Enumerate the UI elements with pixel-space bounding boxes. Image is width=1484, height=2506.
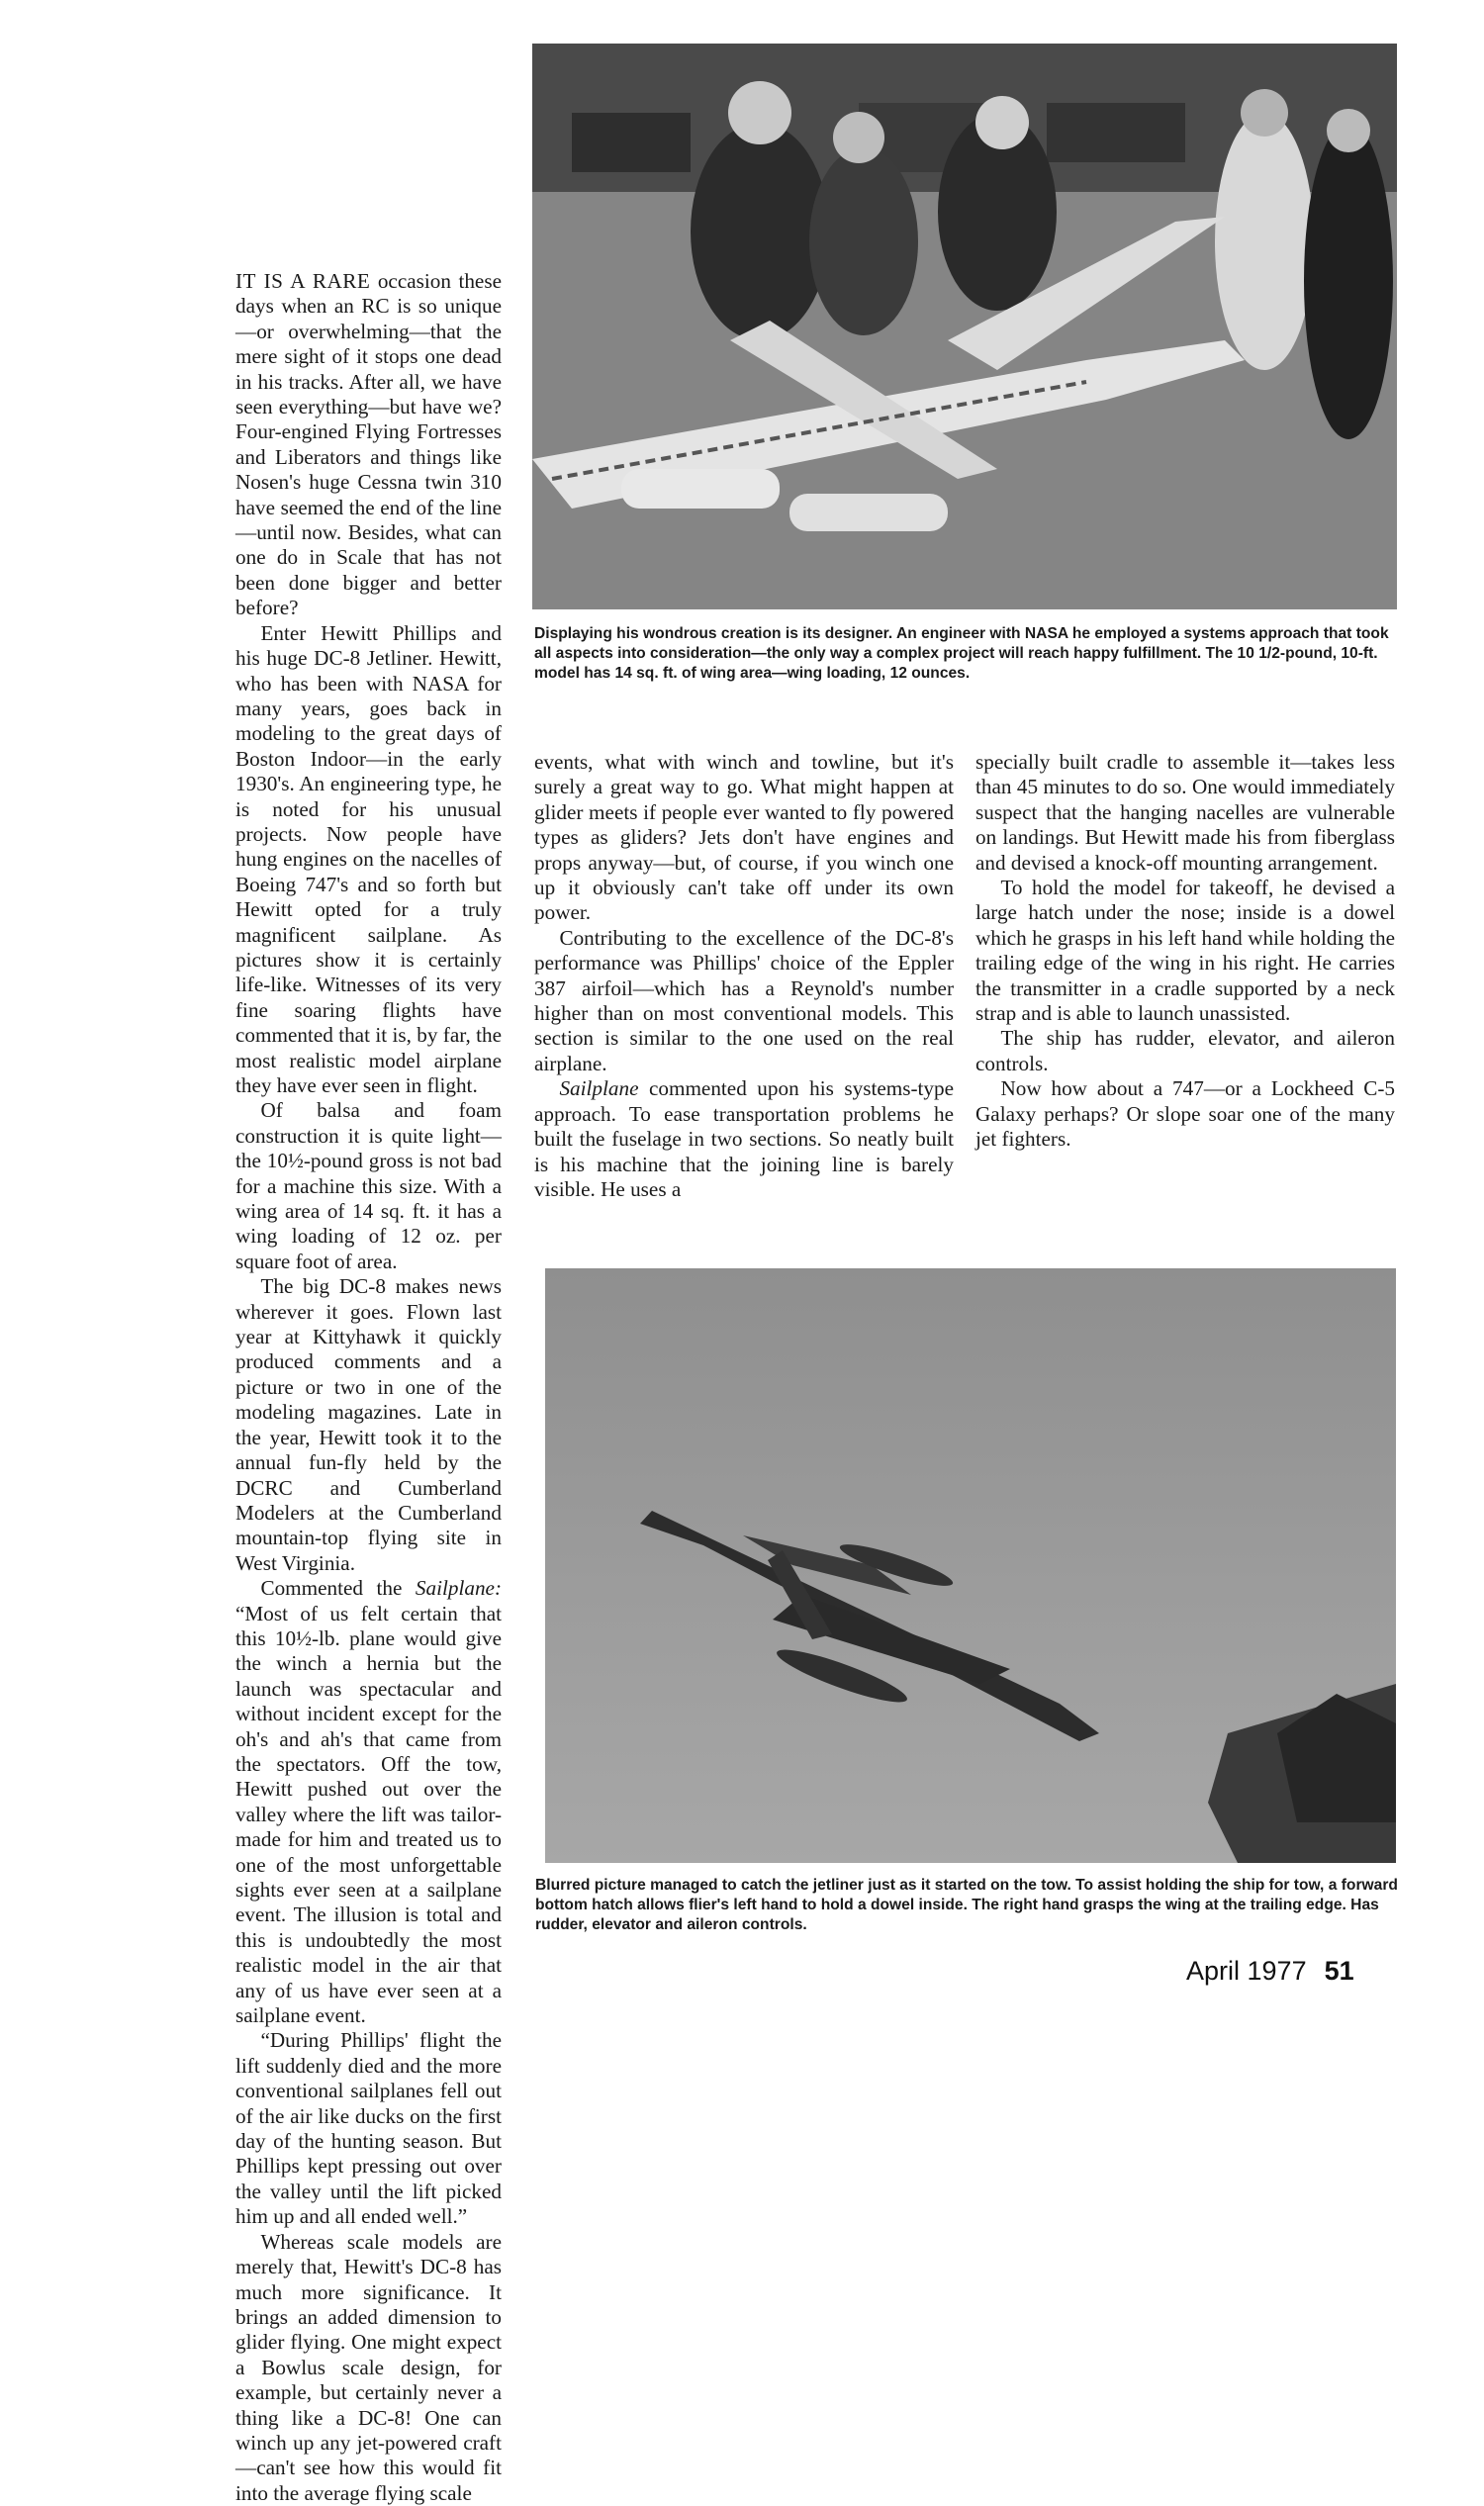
page-footer: [1186, 1956, 1354, 1987]
photo-caption: Blurred picture managed to catch the jetliner just as it started on the tow. To assist holding the ship for tow, a forward bottom hatch allows flier's left hand to hold a dowel inside. The right hand grasps the wing at the trailing edge. Has rudder, elevator and aileron controls.: [535, 1877, 1398, 1933]
article-paragraph: Whereas scale models are merely that, Hewitt's DC-8 has much more significance. It brings an added dimension to glider flying. One might expect a Bowlus scale design, for example, but certainly never a thing like a DC-8! One can winch up any jet-powered craft—can't see how this would fit into the average flying scale: [235, 2229, 502, 2505]
article-paragraph: The big DC-8 makes news wherever it goes. Flown last year at Kittyhawk it quickly produced comments and a picture or two in one of the modeling magazines. Late in the year, Hewitt took it to the annual fun-fly held by the DCRC and Cumberland Modelers at the Cumberland mountain-top flying site in West Virginia.: [235, 1274, 502, 1575]
article-paragraph: events, what with winch and towline, but it's surely a great way to go. What might happen at glider meets if people ever wanted to fly powered types as gliders? Jets don't have engines and props anyway—but, of course, if you winch one up it obviously can't take off under its own power.: [534, 750, 954, 925]
publication-name: Sailplane:: [415, 1576, 502, 1601]
article-paragraph: To hold the model for takeoff, he devised a large hatch under the nose; inside is a dowel which he grasps in his left hand while holding the trailing edge of the wing in his right. He carries the transmitter in a cradle supported by a neck strap and is able to launch unassisted.: [975, 876, 1395, 1026]
article-paragraph: “During Phillips' flight the lift suddenly died and the more conventional sailplanes fell out of the air like ducks on the first day of the hunting season. But Phillips kept pressing out over the valley until the lift picked him up and all ended well.”: [235, 2028, 502, 2229]
photo-caption: Displaying his wondrous creation is its designer. An engineer with NASA he employed a systems approach that took all aspects into consideration—the only way a complex project will reach happy fulfillment. The 10 1/2-pound, 10-ft. model has 14 sq. ft. of wing area—wing loading, 12 ounces.: [534, 625, 1389, 682]
page-number: 51: [1324, 1956, 1354, 1986]
issue-date: April 1977: [1186, 1956, 1307, 1986]
article-column-right: [975, 750, 1395, 1153]
article-column-middle: [534, 750, 954, 1202]
photo-jetliner-in-flight: [545, 1268, 1396, 1863]
article-paragraph: [235, 269, 502, 621]
article-paragraph: [534, 1076, 954, 1202]
article-paragraph: Contributing to the excellence of the DC-8's performance was Phillips' choice of the Eppler 387 airfoil—which has a Reynold's number higher than on most conventional models. This section is similar to the one used on the real airplane.: [534, 925, 954, 1075]
paragraph-text: occasion these days when an RC is so unique—or overwhelming—that the mere sight of it stops one dead in his tracks. After all, we have seen everything—but have we? Four-engined Flying Fortresses and Liberators and things like Nosen's huge Cessna twin 310 have seemed the end of the line—until now. Besides, what can one do in Scale that has not been done bigger and better before?: [235, 269, 502, 620]
paragraph-text: “Most of us felt certain that this 10½-lb. plane would give the winch a hernia but the launch was spectacular and without incident except for the oh's and ah's that came from the spectators. Off the tow, Hewitt pushed out over the valley where the lift was tailor-made for him and treated us to one of the most unforgettable sights ever seen at a sailplane event. The illusion is total and this is undoubtedly the most realistic model in the air that any of us have ever seen at a sailplane event.: [235, 1601, 502, 2028]
article-column-left: [235, 269, 502, 2506]
paragraph-text: Commented the: [260, 1576, 416, 1601]
lead-in-caps: IT IS A RARE: [235, 269, 371, 293]
article-paragraph: Now how about a 747—or a Lockheed C-5 Galaxy perhaps? Or slope soar one of the many jet fighters.: [975, 1076, 1395, 1152]
article-paragraph: The ship has rudder, elevator, and aileron controls.: [975, 1026, 1395, 1075]
article-paragraph: Of balsa and foam construction it is quite light—the 10½-pound gross is not bad for a machine this size. With a wing area of 14 sq. ft. it has a wing loading of 12 oz. per square foot of area.: [235, 1098, 502, 1273]
paragraph-text: commented upon his systems-type approach. To ease transportation problems he built the fuselage in two sections. So neatly built is his machine that the joining line is barely visible. He uses a: [534, 1076, 954, 1201]
article-paragraph: specially built cradle to assemble it—takes less than 45 minutes to do so. One would immediately suspect that the hanging nacelles are vulnerable on landings. But Hewitt made his from fiberglass and devised a knock-off mounting arrangement.: [975, 750, 1395, 875]
publication-name: Sailplane: [559, 1076, 639, 1101]
photo-crowd-with-jetliner-model: [532, 44, 1397, 609]
article-paragraph: [235, 1576, 502, 2028]
article-paragraph: Enter Hewitt Phillips and his huge DC-8 Jetliner. Hewitt, who has been with NASA for many years, goes back in modeling to the great days of Boston Indoor—in the early 1930's. An engineering type, he is noted for his unusual projects. Now people have hung engines on the nacelles of Boeing 747's and so forth but Hewitt opted for a truly magnificent sailplane. As pictures show it is certainly life-like. Witnesses of its very fine soaring flights have commented that it is, by far, the most realistic model airplane they have ever seen in flight.: [235, 620, 502, 1097]
